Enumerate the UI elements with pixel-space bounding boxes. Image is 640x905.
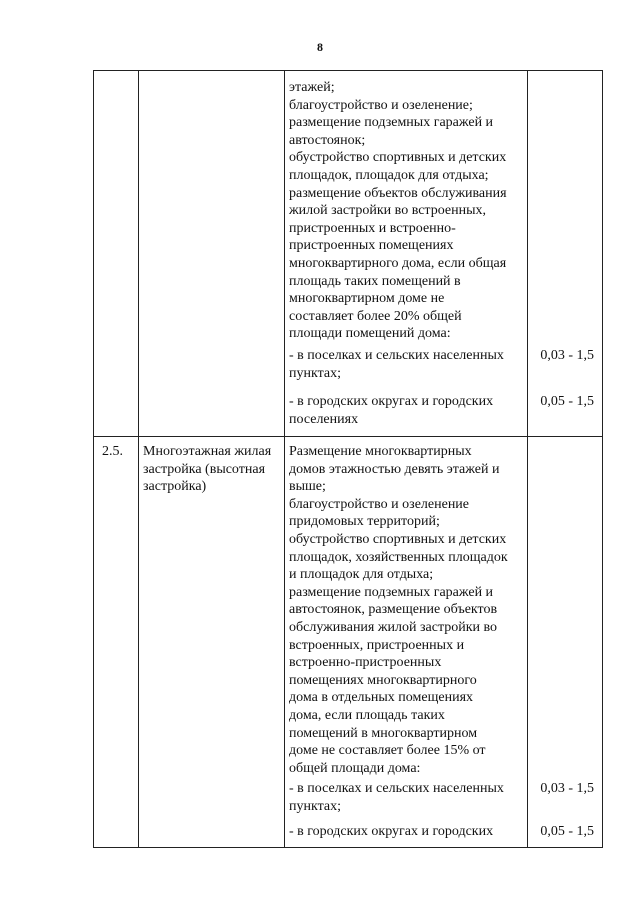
sub-item-urban-text: - в городских округах и городских — [289, 824, 494, 839]
column-divider — [527, 71, 528, 847]
row-divider — [94, 436, 602, 437]
sub-item-urban-text: - в городских округах и городских поселениях — [289, 394, 494, 427]
sub-item-urban-value: 0,05 - 1,5 — [540, 394, 594, 409]
sub-item-settlements-text: - в поселках и сельских населенных пунктах; — [289, 781, 504, 814]
sub-item-urban-value: 0,05 - 1,5 — [540, 824, 594, 839]
column-divider — [284, 71, 285, 847]
sub-item-settlements-value: 0,03 - 1,5 — [540, 781, 594, 796]
row-name: Многоэтажная жилая застройка (высотная застройка) — [143, 444, 272, 495]
row-number: 2.5. — [102, 444, 123, 459]
row-continuation-description: этажей; благоустройство и озеленение; размещение подземных гаражей и автостоянок; обустройство спортивных и детских площадок, площадок для отдыха; размещение объектов обслуживания жилой застройки во встроенных, пристроенных и встроенно- пристроенных помещениях многоквартирного дома, если общая площадь таких помещений в многоквартирном доме не составляет более 20% общей площади помещений дома: — [289, 80, 507, 342]
page-number: 8 — [317, 40, 323, 54]
sub-item-settlements-value: 0,03 - 1,5 — [540, 348, 594, 363]
land-use-table — [93, 70, 603, 848]
row-description: Размещение многоквартирных домов этажностью девять этажей и выше; благоустройство и озеленение придомовых территорий; обустройство спортивных и детских площадок, хозяйственных площадок и площадок для отдыха; размещение подземных гаражей и автостоянок, размещение объектов обслуживания жилой застройки во встроенных, пристроенных и встроенно-пристроенных помещениях многоквартирного дома в отдельных помещениях дома, если площадь таких помещений в многоквартирном доме не составляет более 15% от общей площади дома: — [289, 444, 508, 776]
sub-item-settlements-text: - в поселках и сельских населенных пунктах; — [289, 348, 504, 381]
column-divider — [138, 71, 139, 847]
